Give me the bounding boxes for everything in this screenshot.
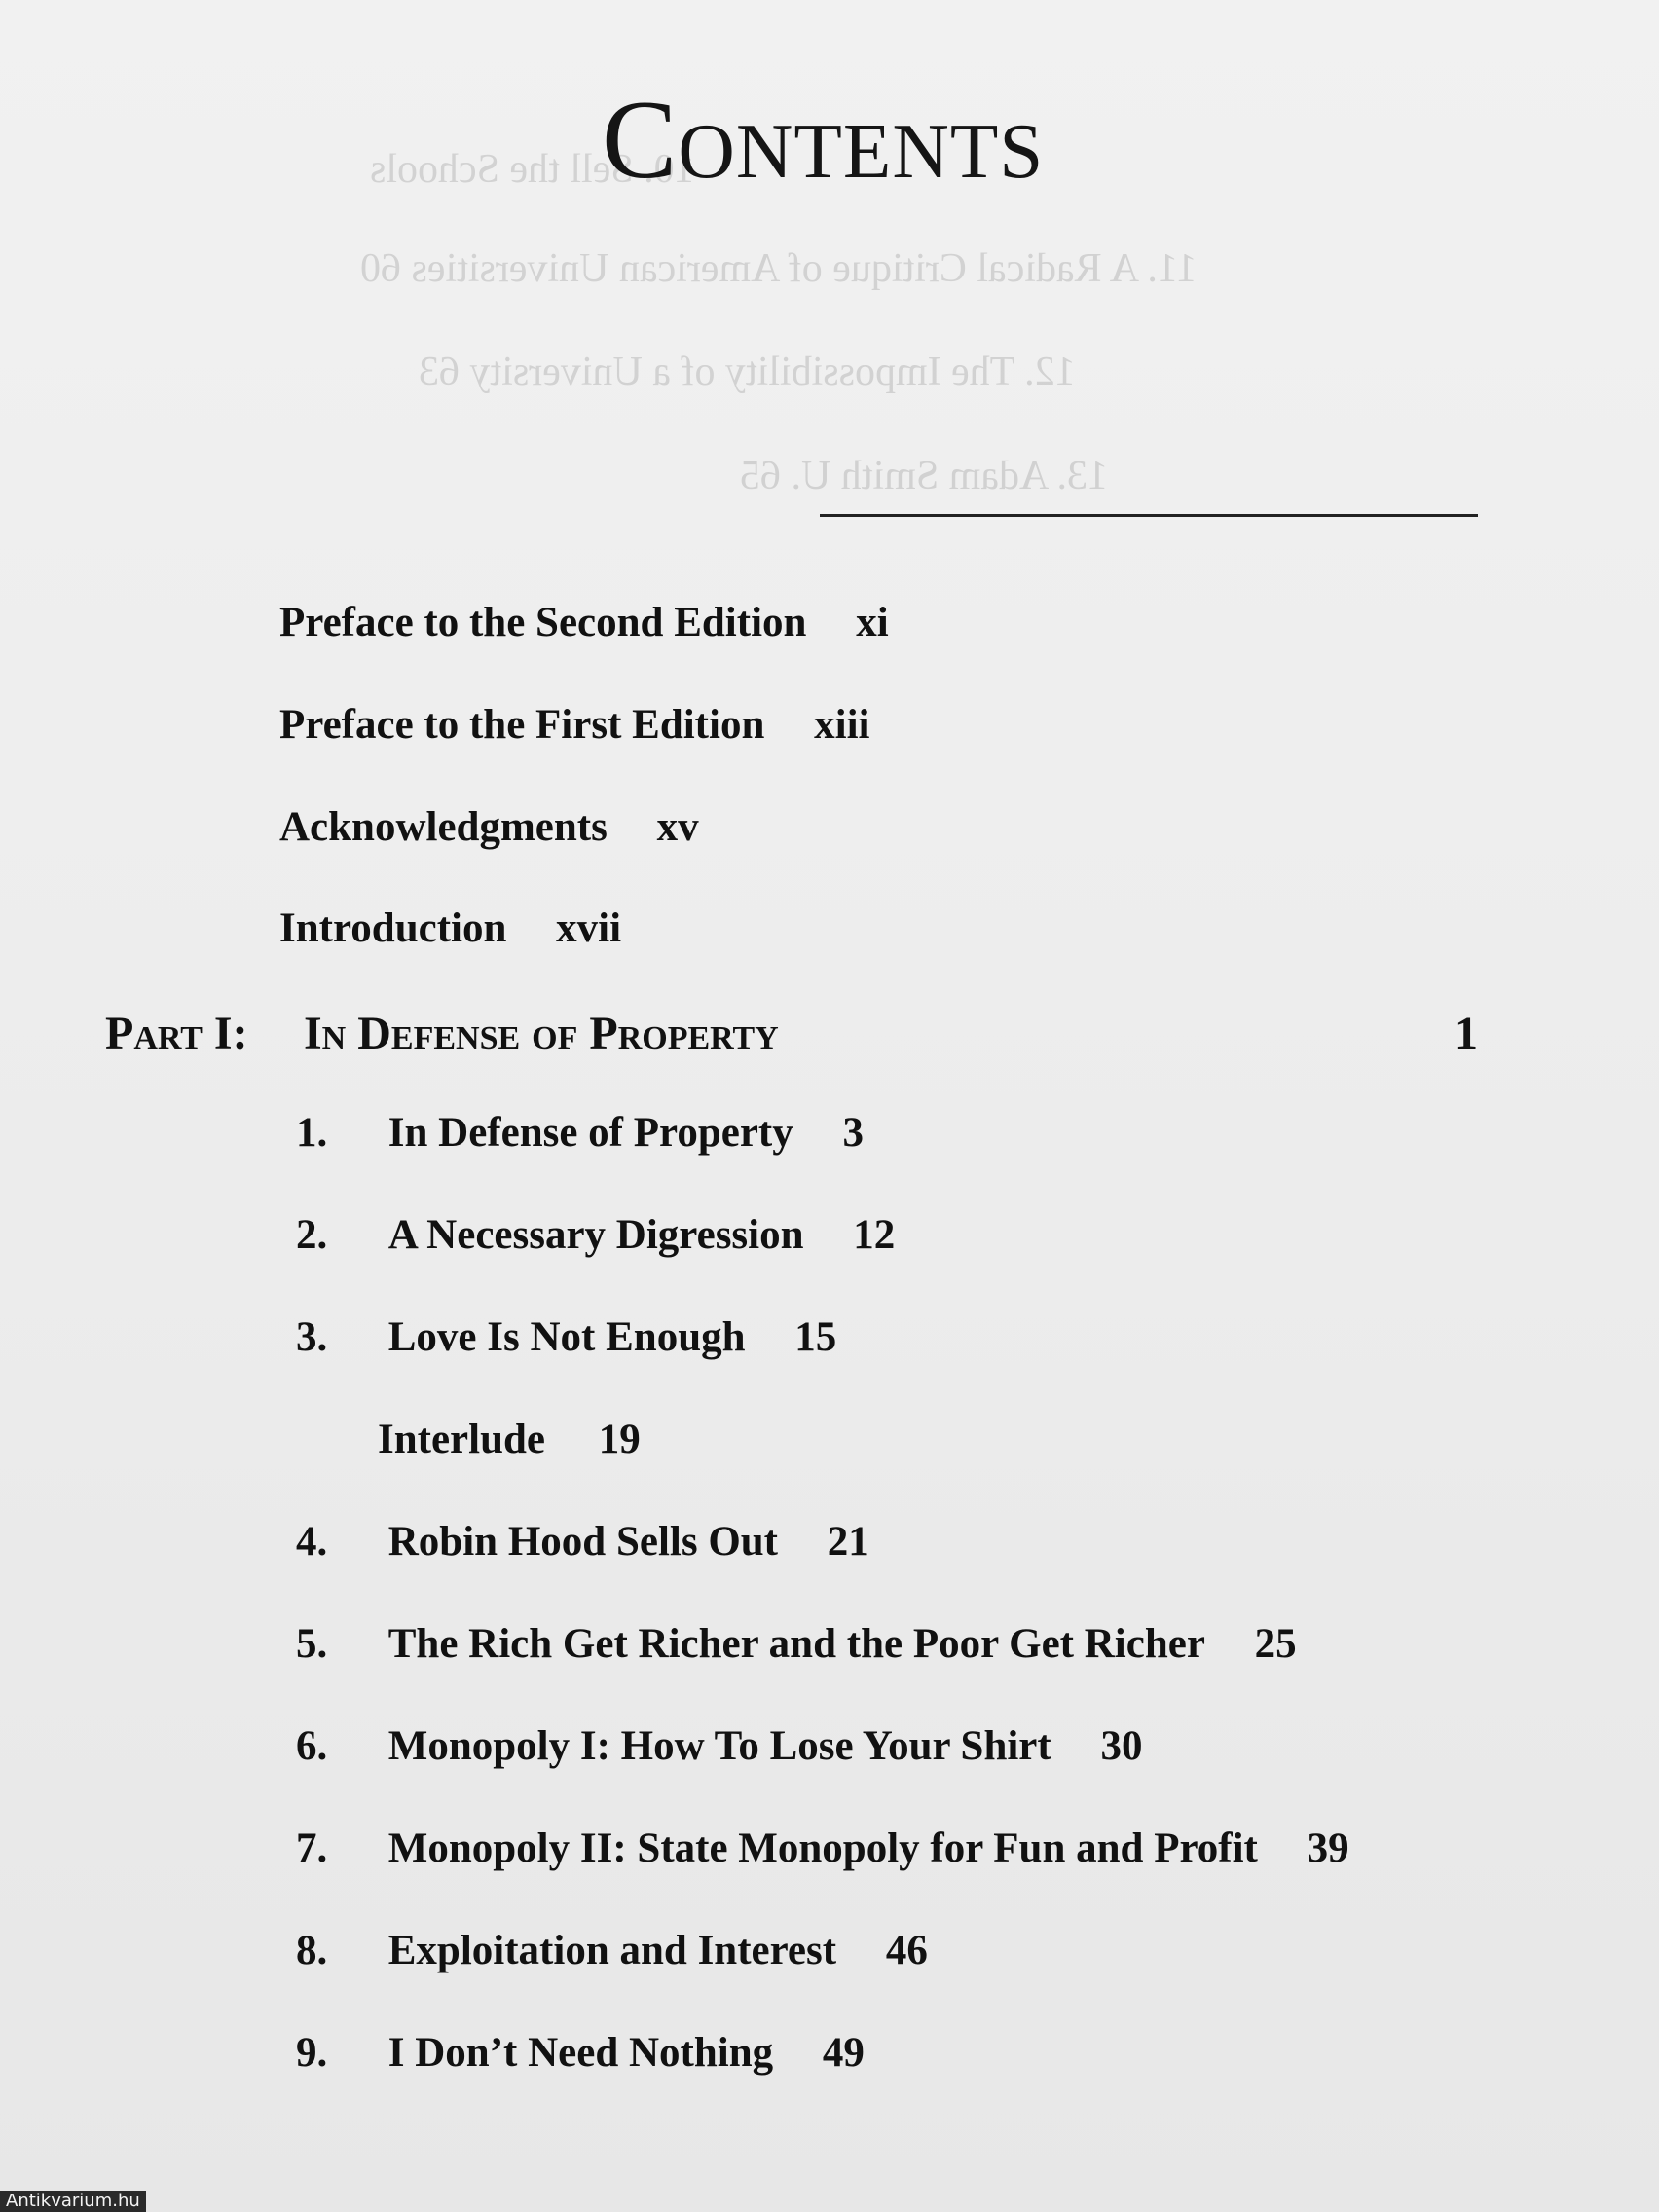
- chapter-number: 4.: [296, 1519, 328, 1565]
- chapter-page: 12: [853, 1212, 896, 1258]
- chapter-page: 39: [1307, 1825, 1349, 1871]
- chapter-entry: [296, 1521, 869, 1569]
- chapter-number: 9.: [296, 2030, 328, 2076]
- page-title: Contents: [602, 78, 1045, 203]
- chapter-entry: [296, 1827, 1349, 1876]
- chapter-page: 46: [885, 1928, 928, 1973]
- chapter-entry: [296, 1112, 864, 1161]
- chapter-entry: [296, 1214, 895, 1263]
- interlude-page: 19: [598, 1417, 641, 1462]
- chapter-page: 25: [1254, 1621, 1297, 1667]
- chapter-title: Exploitation and Interest: [387, 1928, 837, 1973]
- part-label: Part I:: [105, 1008, 248, 1059]
- chapter-number: 2.: [296, 1212, 328, 1258]
- front-matter-page: xi: [856, 600, 889, 645]
- chapter-title: A Necessary Digression: [387, 1212, 804, 1258]
- interlude-entry: [378, 1419, 641, 1460]
- chapter-entry: [296, 1725, 1142, 1774]
- front-matter-label: Acknowledgments: [279, 804, 608, 850]
- bleed-through-text: 10. Sell the Schools: [370, 147, 695, 192]
- chapter-number: 8.: [296, 1928, 328, 1973]
- front-matter-label: Preface to the First Edition: [279, 702, 765, 748]
- chapter-page: 3: [842, 1110, 864, 1156]
- chapter-number: 1.: [296, 1110, 328, 1156]
- section-rule: [820, 514, 1478, 517]
- front-matter-item: [279, 907, 621, 949]
- chapter-entry: [296, 2032, 865, 2081]
- chapter-page: 15: [794, 1314, 837, 1360]
- front-matter-item: [279, 704, 869, 746]
- bleed-through-text: 13. Adam Smith U. 65: [740, 454, 1109, 498]
- front-matter-label: Preface to the Second Edition: [279, 600, 807, 645]
- front-matter-label: Introduction: [279, 905, 507, 951]
- part-heading: [105, 1008, 1478, 1059]
- chapter-title: Monopoly I: How To Lose Your Shirt: [387, 1723, 1051, 1769]
- part-page: 1: [1455, 1008, 1478, 1059]
- front-matter-page: xvii: [556, 905, 622, 951]
- bleed-through-text: 12. The Impossibility of a University 63: [419, 350, 1076, 394]
- front-matter-page: xiii: [814, 702, 870, 748]
- front-matter-item: [279, 602, 889, 644]
- chapter-title: Robin Hood Sells Out: [387, 1519, 778, 1565]
- chapter-title: Love Is Not Enough: [387, 1314, 746, 1360]
- chapter-title: Monopoly II: State Monopoly for Fun and Profit: [387, 1825, 1258, 1871]
- chapter-page: 21: [827, 1519, 869, 1565]
- front-matter-item: [279, 806, 699, 848]
- watermark: Antikvarium.hu: [0, 2191, 146, 2212]
- front-matter-page: xv: [656, 804, 699, 850]
- chapter-entry: [296, 1316, 836, 1365]
- chapter-number: 7.: [296, 1825, 328, 1871]
- interlude-title: Interlude: [378, 1417, 545, 1462]
- chapter-title: In Defense of Property: [387, 1110, 793, 1156]
- chapter-title: The Rich Get Richer and the Poor Get Richer: [387, 1621, 1205, 1667]
- part-title: In Defense of Property: [304, 1008, 779, 1059]
- chapter-number: 6.: [296, 1723, 328, 1769]
- chapter-page: 30: [1100, 1723, 1143, 1769]
- chapter-number: 5.: [296, 1621, 328, 1667]
- chapter-title: I Don’t Need Nothing: [387, 2030, 774, 2076]
- chapter-entry: [296, 1930, 928, 1978]
- chapter-page: 49: [822, 2030, 865, 2076]
- bleed-through-text: 11. A Radical Critique of American Universities 60: [360, 246, 1198, 291]
- chapter-entry: [296, 1623, 1297, 1672]
- chapter-number: 3.: [296, 1314, 328, 1360]
